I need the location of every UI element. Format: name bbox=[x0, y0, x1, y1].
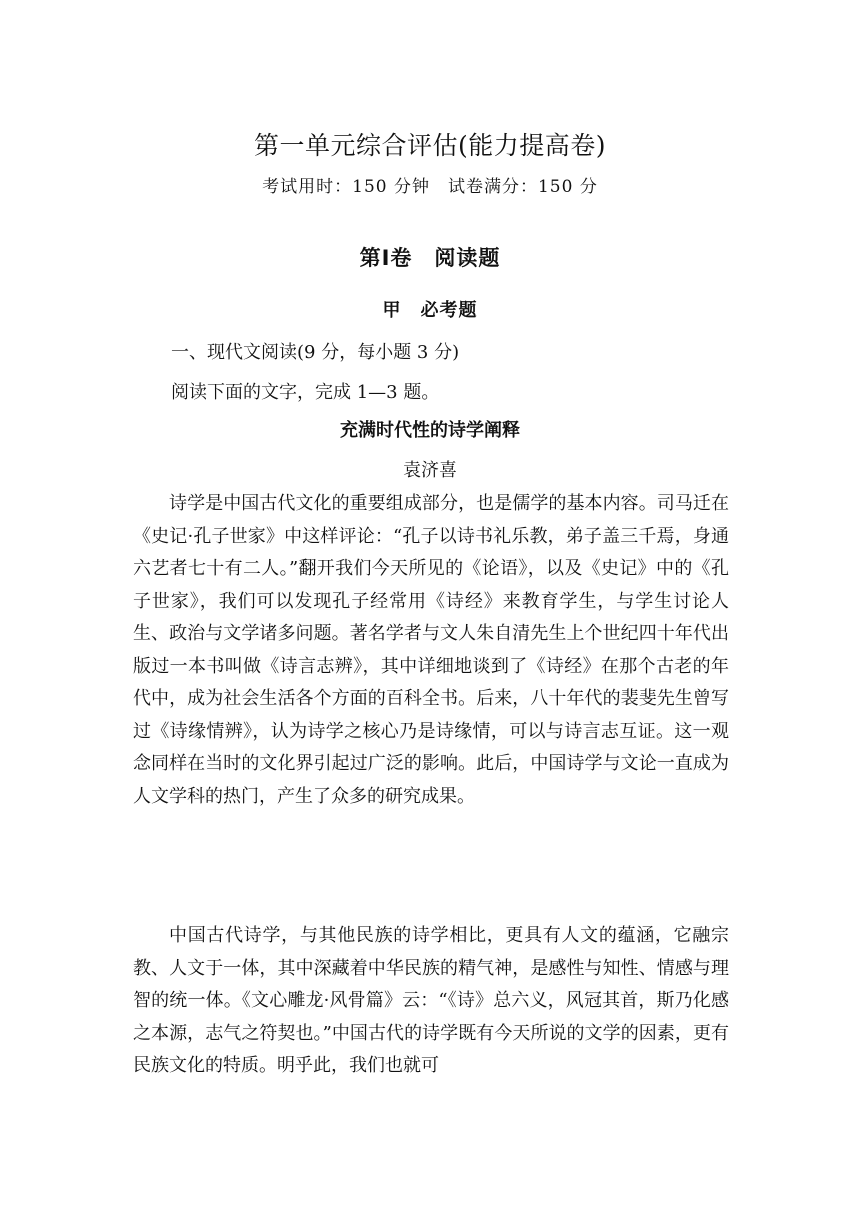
article-paragraph: 诗学是中国古代文化的重要组成部分，也是儒学的基本内容。司马迁在《史记·孔子世家》中这样评论：“孔子以诗书礼乐教，弟子盖三千焉，身通六艺者七十有二人。”翻开我们今天所见的《论语》，以及《史记》中的《孔子世家》，我们可以发现孔子经常用《诗经》来教育学生，与学生讨论人生、政治与文学诸多问题。著名学者与文人朱自清先生上个世纪四十年代出版过一本书叫做《诗言志辨》，其中详细地谈到了《诗经》在那个古老的年代中，成为社会生活各个方面的百科全书。后来，八十年代的裴斐先生曾写过《诗缘情辨》，认为诗学之核心乃是诗缘情，可以与诗言志互证。这一观念同样在当时的文化界引起过广泛的影响。此后，中国诗学与文论一直成为人文学科的热门，产生了众多的研究成果。 bbox=[133, 493, 729, 807]
question-heading: 一、现代文阅读(9 分，每小题 3 分) bbox=[171, 342, 460, 363]
article-paragraph: 中国古代诗学，与其他民族的诗学相比，更具有人文的蕴涵，它融宗教、人文于一体，其中深藏着中华民族的精气神，是感性与知性、情感与理智的统一体。《文心雕龙·风骨篇》云：“《诗》总六义，风冠其首，斯乃化感之本源，志气之符契也。”中国古代的诗学既有今天所说的文学的因素，更有民族文化的特质。明乎此，我们也就可 bbox=[133, 925, 729, 1076]
section-title: 第Ⅰ卷 阅读题 bbox=[359, 246, 501, 270]
part-title: 甲 必考题 bbox=[382, 300, 478, 321]
article-author: 袁济喜 bbox=[403, 460, 457, 481]
exam-title: 第一单元综合评估(能力提高卷) bbox=[253, 131, 606, 160]
article-title: 充满时代性的诗学阐释 bbox=[340, 420, 520, 441]
reading-instruction: 阅读下面的文字，完成 1—3 题。 bbox=[171, 382, 440, 403]
exam-time-and-score: 考试用时：150 分钟 试卷满分：150 分 bbox=[262, 177, 598, 197]
